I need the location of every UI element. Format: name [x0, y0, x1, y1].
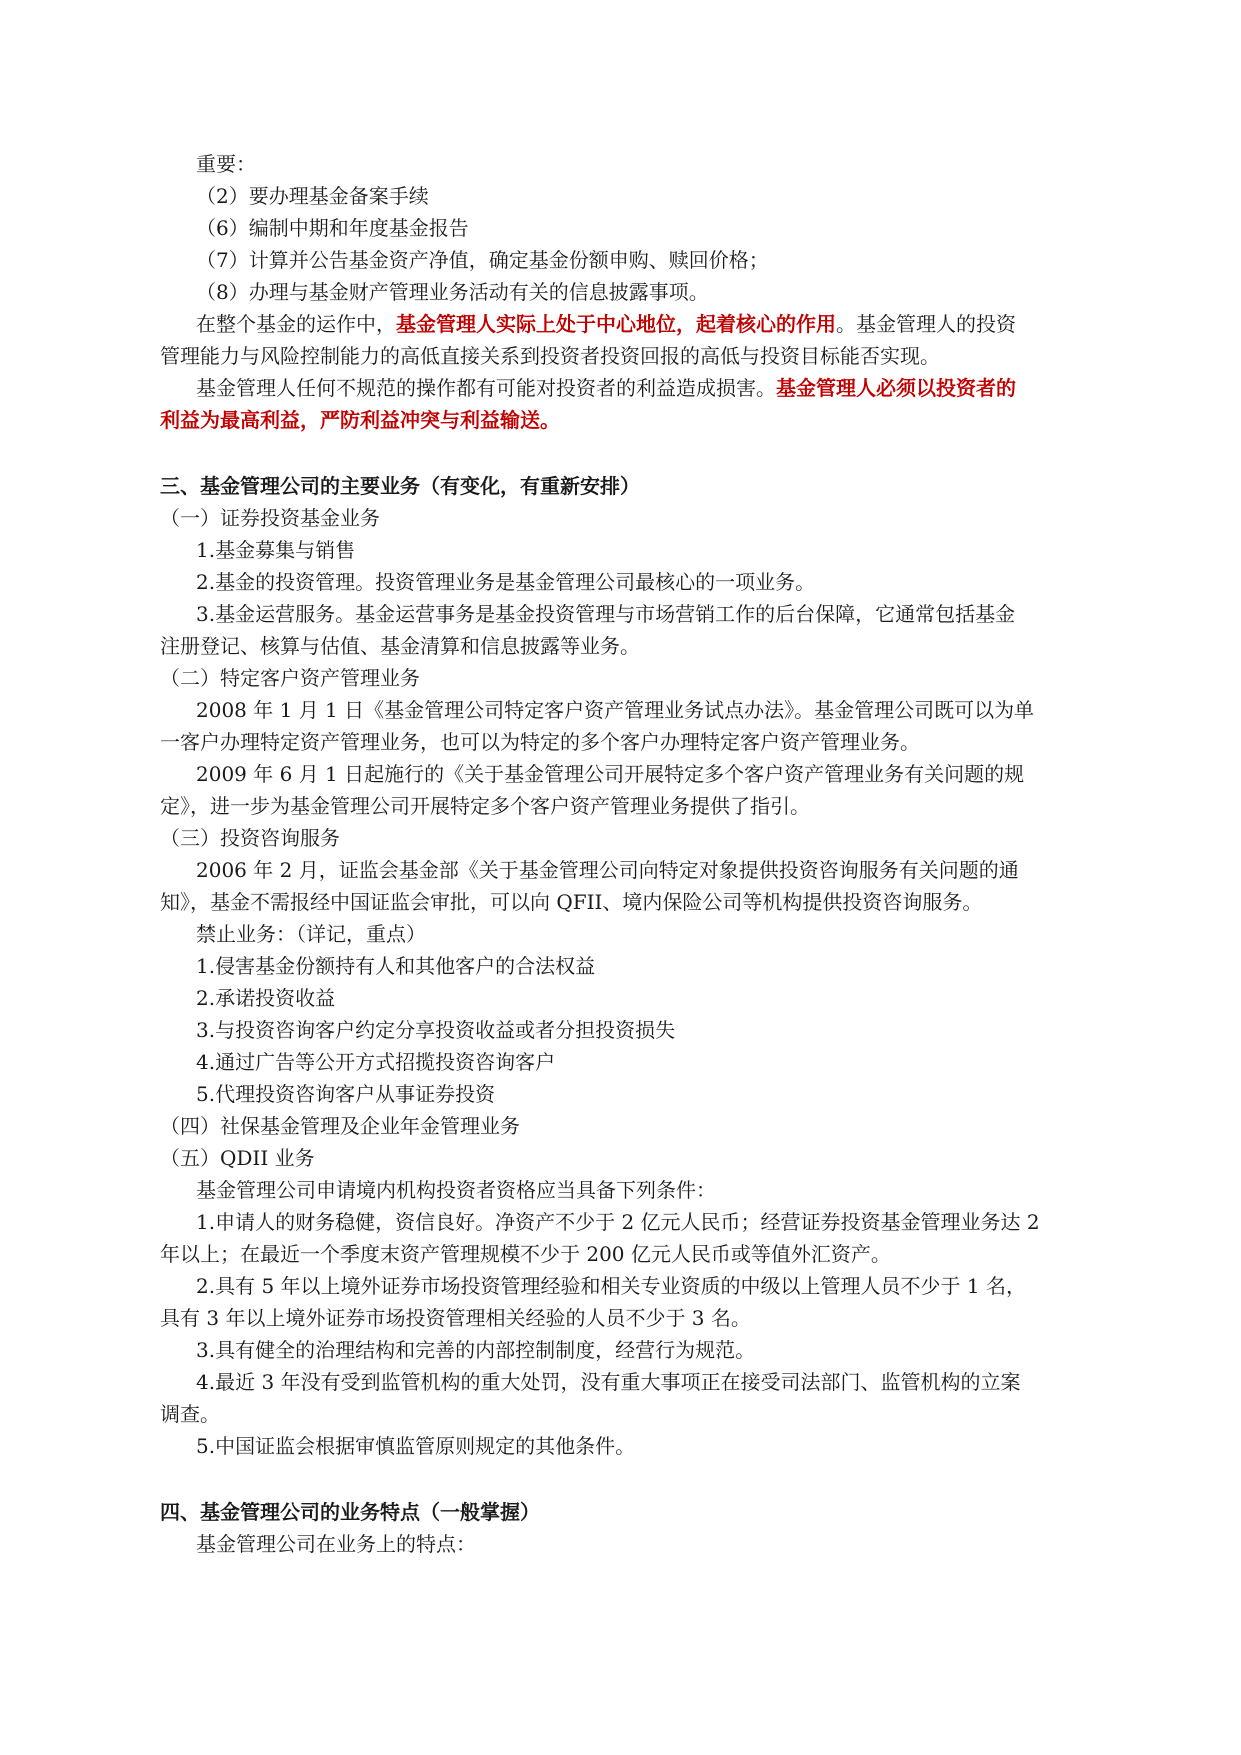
- paragraph-line: 基金管理公司申请境内机构投资者资格应当具备下列条件：: [196, 1178, 716, 1202]
- highlight-text: 基金管理人必须以投资者的: [776, 376, 1016, 400]
- list-item: 4.通过广告等公开方式招揽投资咨询客户: [196, 1050, 556, 1074]
- subsection-heading: （三）投资咨询服务: [160, 826, 340, 850]
- highlight-text: 基金管理人实际上处于中心地位，起着核心的作用: [396, 312, 836, 336]
- section-heading-4: 四、基金管理公司的业务特点（一般掌握）: [160, 1500, 540, 1524]
- list-item: 3.基金运营服务。基金运营事务是基金投资管理与市场营销工作的后台保障，它通常包括基金: [196, 602, 1016, 626]
- subsection-heading: （五）QDII 业务: [160, 1146, 315, 1170]
- paragraph-line: 一客户办理特定资产管理业务，也可以为特定的多个客户办理特定客户资产管理业务。: [160, 730, 920, 754]
- list-item: 3.与投资咨询客户约定分享投资收益或者分担投资损失: [196, 1018, 676, 1042]
- paragraph-line: 注册登记、核算与估值、基金清算和信息披露等业务。: [160, 634, 640, 658]
- paragraph-line: 管理能力与风险控制能力的高低直接关系到投资者投资回报的高低与投资目标能否实现。: [160, 344, 940, 368]
- prohibited-heading: 禁止业务：（详记，重点）: [196, 922, 426, 946]
- list-item: 5.代理投资咨询客户从事证券投资: [196, 1082, 496, 1106]
- paragraph-manager-role: [196, 308, 1090, 340]
- text: 。基金管理人的投资: [836, 312, 1016, 336]
- list-item: 3.具有健全的治理结构和完善的内部控制制度，经营行为规范。: [196, 1338, 756, 1362]
- section-heading-3: 三、基金管理公司的主要业务（有变化，有重新安排）: [160, 474, 640, 498]
- paragraph-manager-duty: [196, 372, 1090, 404]
- list-item: 2.承诺投资收益: [196, 986, 336, 1010]
- list-item: （6）编制中期和年度基金报告: [196, 216, 469, 240]
- list-item: 1.侵害基金份额持有人和其他客户的合法权益: [196, 954, 596, 978]
- paragraph-line: 具有 3 年以上境外证券市场投资管理相关经验的人员不少于 3 名。: [160, 1306, 751, 1330]
- list-item: 5.中国证监会根据审慎监管原则规定的其他条件。: [196, 1434, 636, 1458]
- text: 在整个基金的运作中，: [196, 312, 396, 336]
- list-item: 2.具有 5 年以上境外证券市场投资管理经验和相关专业资质的中级以上管理人员不少于 1 名，: [196, 1274, 1026, 1298]
- list-item: 1.申请人的财务稳健，资信良好。净资产不少于 2 亿元人民币；经营证券投资基金管理业务达 2: [196, 1210, 1040, 1234]
- list-item: （7）计算并公告基金资产净值，确定基金份额申购、赎回价格；: [196, 248, 769, 272]
- list-item: 2.基金的投资管理。投资管理业务是基金管理公司最核心的一项业务。: [196, 570, 816, 594]
- subsection-heading: （一）证券投资基金业务: [160, 506, 380, 530]
- highlight-line: 利益为最高利益，严防利益冲突与利益输送。: [160, 408, 560, 432]
- paragraph-line: 2009 年 6 月 1 日起施行的《关于基金管理公司开展特定多个客户资产管理业务有关问题的规: [196, 762, 1025, 786]
- text: 基金管理人任何不规范的操作都有可能对投资者的利益造成损害。: [196, 376, 776, 400]
- subsection-heading: （二）特定客户资产管理业务: [160, 666, 420, 690]
- paragraph-line: 调查。: [160, 1402, 220, 1426]
- list-item: 1.基金募集与销售: [196, 538, 356, 562]
- paragraph-line: 基金管理公司在业务上的特点：: [196, 1532, 476, 1556]
- heading-important: 重要：: [196, 152, 256, 176]
- list-item: （2）要办理基金备案手续: [196, 184, 429, 208]
- list-item: 4.最近 3 年没有受到监管机构的重大处罚，没有重大事项正在接受司法部门、监管机构的立案: [196, 1370, 1021, 1394]
- subsection-heading: （四）社保基金管理及企业年金管理业务: [160, 1114, 520, 1138]
- paragraph-line: 知》，基金不需报经中国证监会审批，可以向 QFII、境内保险公司等机构提供投资咨询服务。: [160, 890, 983, 914]
- paragraph-line: 年以上；在最近一个季度末资产管理规模不少于 200 亿元人民币或等值外汇资产。: [160, 1242, 891, 1266]
- paragraph-line: 2006 年 2 月，证监会基金部《关于基金管理公司向特定对象提供投资咨询服务有关问题的通: [196, 858, 1019, 882]
- paragraph-line: 2008 年 1 月 1 日《基金管理公司特定客户资产管理业务试点办法》。基金管理公司既可以为单: [196, 698, 1035, 722]
- paragraph-line: 定》，进一步为基金管理公司开展特定多个客户资产管理业务提供了指引。: [160, 794, 810, 818]
- list-item: （8）办理与基金财产管理业务活动有关的信息披露事项。: [196, 280, 709, 304]
